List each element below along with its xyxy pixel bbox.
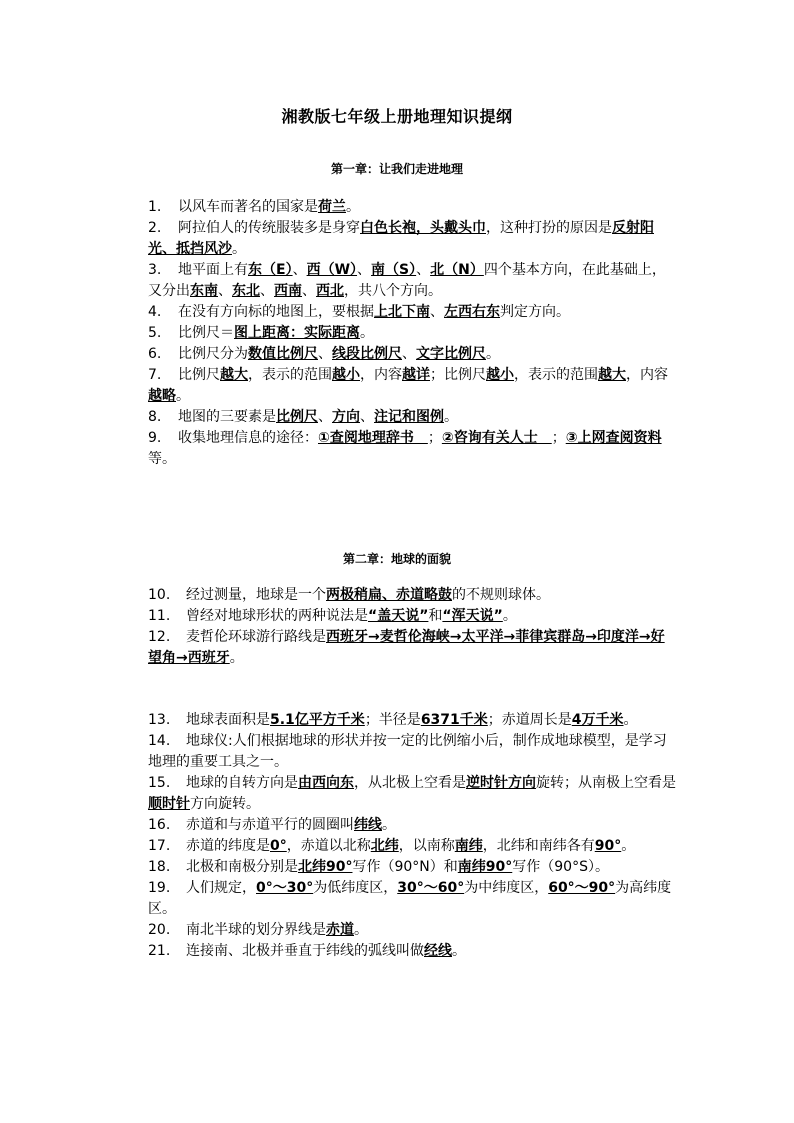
key-term: ①查阅地理辞书: [318, 430, 428, 446]
item-text: 、: [318, 409, 332, 425]
key-term: 西南: [274, 283, 302, 299]
key-term: 越略: [148, 388, 176, 404]
key-term: 5.1亿平方千米: [270, 712, 365, 728]
chapter-1-list: [148, 197, 676, 470]
item-text: 判定方向。: [500, 304, 570, 320]
item-text: ；赤道周长是: [487, 712, 572, 728]
item-text: 写作（90°N）和: [352, 859, 458, 875]
item-number: 6.: [148, 346, 162, 362]
outline-item: [148, 302, 676, 323]
item-number: 13.: [148, 712, 171, 728]
outline-item: [148, 260, 676, 302]
chapter-1-heading: 第一章：让我们走进地理: [330, 162, 463, 176]
item-number: 19.: [148, 880, 171, 896]
item-text: 、: [416, 262, 431, 278]
item-number: 2.: [148, 220, 162, 236]
outline-item: [148, 627, 676, 669]
key-term: 纬线: [354, 817, 382, 833]
item-text: 地平面上有: [178, 262, 248, 278]
item-text: 。: [452, 943, 466, 959]
item-number: 21.: [148, 943, 171, 959]
item-number: 17.: [148, 838, 171, 854]
item-text: 。: [621, 838, 636, 854]
document-title: 湘教版七年级上册地理知识提纲: [281, 107, 513, 126]
outline-item: [148, 836, 676, 857]
item-text: ，赤道以北称: [286, 838, 371, 854]
key-term: 比例尺: [276, 409, 318, 425]
key-term: 30°～60°: [397, 880, 465, 896]
key-term: 90°: [594, 838, 622, 854]
item-text: 、: [218, 283, 232, 299]
key-term: 西班牙→麦哲伦海峡→太平洋→菲律宾群岛→印度洋→好望角→西班牙: [148, 629, 665, 666]
key-term: 0°～30°: [256, 880, 314, 896]
item-text: ；比例尺: [430, 367, 486, 383]
key-term: 越小: [332, 367, 360, 383]
item-text: 、: [402, 346, 416, 362]
item-number: 3.: [148, 262, 162, 278]
key-term: 方向: [332, 409, 360, 425]
item-text: 、: [318, 346, 332, 362]
key-term: 赤道: [326, 922, 354, 938]
outline-item: [148, 710, 676, 731]
key-term: 上北下南: [374, 304, 430, 320]
key-term: 左西右东: [444, 304, 500, 320]
item-number: 11.: [148, 608, 171, 624]
key-term: 由西向东: [298, 775, 354, 791]
outline-item: [148, 606, 676, 627]
outline-item: [148, 407, 676, 428]
item-number: 10.: [148, 587, 171, 603]
key-term: 文字比例尺: [416, 346, 486, 362]
item-text: ，共八个方向。: [344, 283, 442, 299]
key-term: 反射阳光、抵挡风沙: [148, 220, 654, 257]
item-number: 12.: [148, 629, 171, 645]
item-number: 5.: [148, 325, 162, 341]
item-text: ；: [551, 430, 566, 446]
item-text: 。: [360, 325, 374, 341]
outline-item: [148, 218, 676, 260]
item-text: 比例尺分为: [178, 346, 248, 362]
item-text: 在没有方向标的地图上，要根据: [178, 304, 374, 320]
key-term: 图上距离：实际距离: [234, 325, 360, 341]
key-term: 经线: [424, 943, 452, 959]
key-term: 白色长袍，头戴头巾: [360, 220, 486, 236]
item-text: 比例尺: [178, 367, 220, 383]
item-text: 旋转；从南极上空看是: [536, 775, 676, 791]
key-term: ②咨询有关人士: [441, 430, 552, 446]
item-text: 、: [302, 283, 316, 299]
outline-item: [148, 344, 676, 365]
item-text: 。: [354, 922, 368, 938]
item-text: 。: [229, 650, 244, 666]
item-text: 。: [232, 241, 246, 257]
item-text: 地图的三要素是: [178, 409, 276, 425]
item-number: 1.: [148, 199, 162, 215]
key-term: 南纬: [454, 838, 483, 854]
key-term: ③上网查阅资料: [565, 430, 662, 446]
chapter-2-list-a: [148, 585, 676, 669]
outline-item: [148, 773, 676, 815]
outline-item: [148, 585, 676, 606]
item-text: 地球的自转方向是: [186, 775, 298, 791]
key-term: 北纬: [370, 838, 399, 854]
outline-item: [148, 365, 676, 407]
item-text: 麦哲伦环球游行路线是: [186, 629, 326, 645]
key-term: 越详: [402, 367, 430, 383]
item-text: 。: [444, 409, 458, 425]
key-term: 荷兰: [318, 199, 346, 215]
item-text: 地球表面积是: [186, 712, 270, 728]
item-text: 四个基本方向，在此基础上，又分出: [148, 262, 666, 299]
key-term: 线段比例尺: [332, 346, 402, 362]
item-text: ，表示的范围: [248, 367, 332, 383]
item-text: 为中纬度区，: [464, 880, 549, 896]
item-number: 15.: [148, 775, 171, 791]
outline-item: [148, 731, 676, 773]
item-text: 的不规则球体。: [452, 587, 550, 603]
item-text: 比例尺＝: [178, 325, 234, 341]
item-text: ，表示的范围: [514, 367, 598, 383]
key-term: “盖天说”: [368, 608, 429, 624]
key-term: 南（S）: [371, 262, 417, 278]
key-term: 逆时针方向: [466, 775, 536, 791]
key-term: 越小: [486, 367, 514, 383]
item-text: 、: [430, 304, 444, 320]
item-text: 。: [623, 712, 638, 728]
key-term: 4万千米: [571, 712, 624, 728]
key-term: 北（N）: [430, 262, 484, 278]
item-text: 连接南、北极并垂直于纬线的弧线叫做: [186, 943, 424, 959]
outline-item: [148, 920, 676, 941]
item-text: ；半径是: [364, 712, 421, 728]
key-term: 东（E）: [248, 262, 293, 278]
outline-item: [148, 857, 676, 878]
item-text: 人们规定，: [186, 880, 256, 896]
item-number: 8.: [148, 409, 162, 425]
item-text: ，以南称: [398, 838, 455, 854]
item-number: 9.: [148, 430, 162, 446]
item-text: 写作（90°S）。: [512, 859, 609, 875]
item-text: 。: [486, 346, 500, 362]
item-number: 20.: [148, 922, 171, 938]
key-term: 顺时针: [148, 796, 190, 812]
item-text: 。: [382, 817, 396, 833]
item-text: 等。: [148, 451, 176, 467]
key-term: 西（W）: [306, 262, 358, 278]
item-text: 北极和南极分别是: [186, 859, 298, 875]
item-text: 、: [360, 409, 374, 425]
item-text: 和: [428, 608, 443, 624]
item-text: 地球仪:人们根据地球的形状并按一定的比例缩小后，制作成地球模型，是学习地理的重要工具之一。: [148, 733, 667, 770]
key-term: 注记和图例: [374, 409, 444, 425]
key-term: 西北: [316, 283, 344, 299]
key-term: 南纬90°: [457, 859, 513, 875]
item-text: 、: [292, 262, 307, 278]
item-text: ，从北极上空看是: [354, 775, 466, 791]
chapter-2-heading: 第二章：地球的面貌: [342, 552, 451, 566]
key-term: 越大: [220, 367, 248, 383]
key-term: 两极稍扁、赤道略鼓: [326, 587, 452, 603]
item-text: ，内容: [626, 367, 668, 383]
item-text: 赤道的纬度是: [186, 838, 270, 854]
item-text: 方向旋转。: [190, 796, 260, 812]
outline-item: [148, 428, 676, 470]
chapter-2-list-b: [148, 710, 676, 962]
item-number: 7.: [148, 367, 162, 383]
item-text: 经过测量，地球是一个: [186, 587, 326, 603]
item-number: 18.: [148, 859, 171, 875]
item-text: 曾经对地球形状的两种说法是: [186, 608, 368, 624]
item-number: 14.: [148, 733, 171, 749]
item-text: 、: [260, 283, 274, 299]
outline-item: [148, 941, 676, 962]
key-term: 数值比例尺: [248, 346, 318, 362]
item-text: 、: [357, 262, 372, 278]
item-text: 为低纬度区，: [313, 880, 398, 896]
item-text: 为高纬度区。: [148, 880, 672, 917]
key-term: 东南: [190, 283, 218, 299]
key-term: 越大: [598, 367, 626, 383]
item-text: 赤道和与赤道平行的圆圈叫: [186, 817, 354, 833]
outline-item: [148, 815, 676, 836]
key-term: 北纬90°: [298, 859, 353, 875]
item-text: ，内容: [360, 367, 402, 383]
key-term: 东北: [232, 283, 260, 299]
key-term: 6371千米: [420, 712, 488, 728]
item-text: 以风车而著名的国家是: [178, 199, 318, 215]
item-text: ；: [427, 430, 442, 446]
item-text: 阿拉伯人的传统服装多是身穿: [178, 220, 360, 236]
key-term: 0°: [270, 838, 287, 854]
item-number: 4.: [148, 304, 162, 320]
outline-item: [148, 197, 676, 218]
item-text: 。: [346, 199, 360, 215]
key-term: 60°～90°: [548, 880, 616, 896]
item-number: 16.: [148, 817, 171, 833]
outline-item: [148, 878, 676, 920]
item-text: 南北半球的划分界线是: [186, 922, 326, 938]
item-text: 。: [176, 388, 190, 404]
item-text: 。: [502, 608, 517, 624]
item-text: ，北纬和南纬各有: [482, 838, 595, 854]
outline-item: [148, 323, 676, 344]
item-text: 收集地理信息的途径：: [178, 430, 318, 446]
item-text: ，这种打扮的原因是: [486, 220, 612, 236]
key-term: “浑天说”: [442, 608, 503, 624]
